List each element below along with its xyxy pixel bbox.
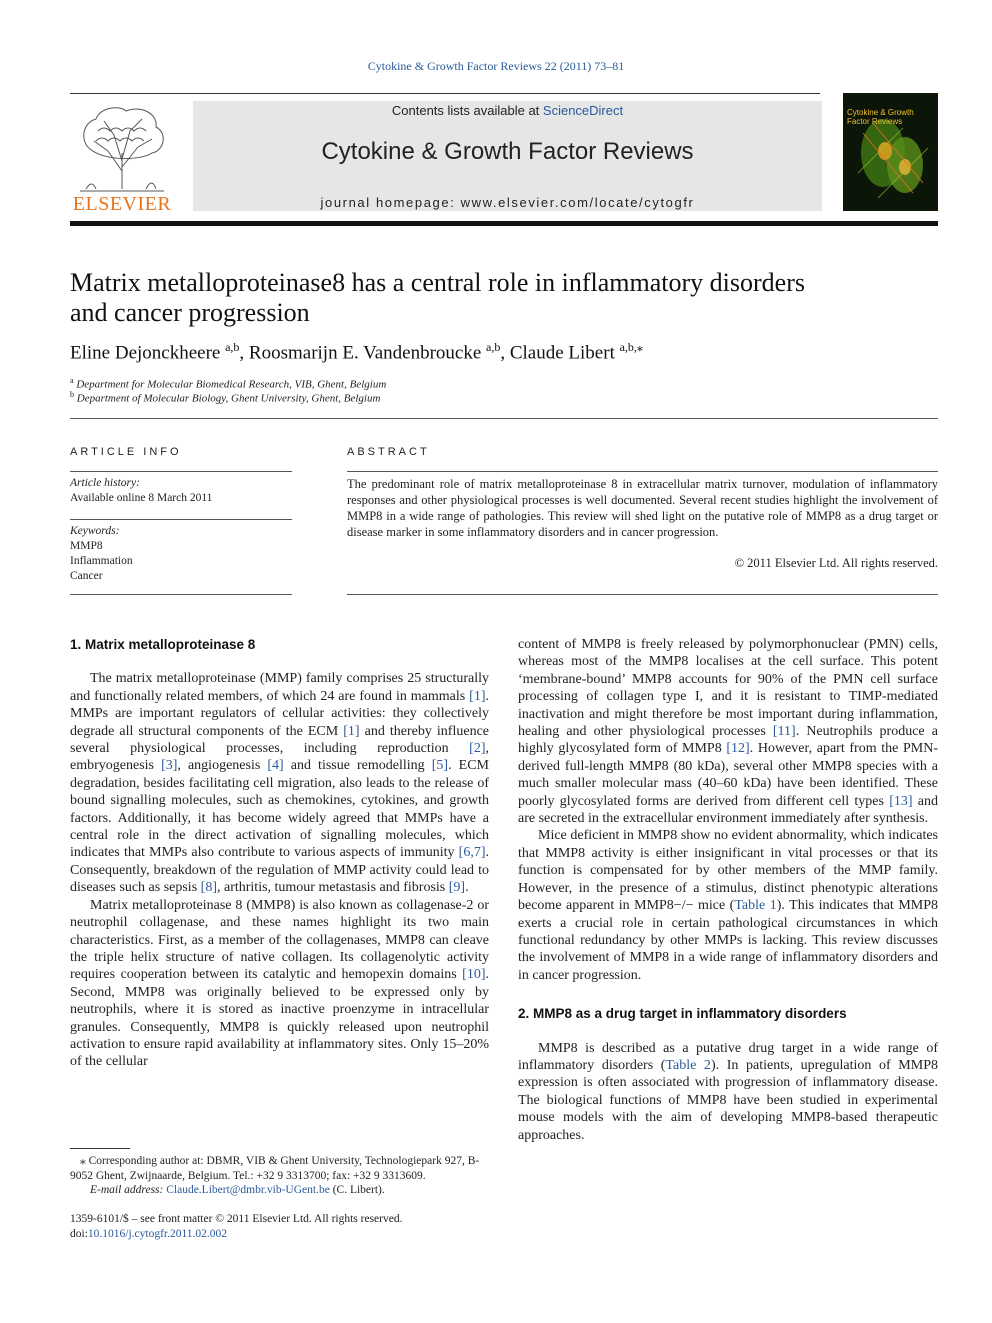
body-right-column	[518, 636, 938, 1144]
author-affiliation-marks[interactable]: a,b	[225, 340, 240, 354]
affiliation-text: Department of Molecular Biology, Ghent University, Ghent, Belgium	[76, 392, 381, 405]
divider	[70, 471, 292, 472]
journal-cover-thumbnail[interactable]	[843, 93, 938, 211]
affiliation-b	[70, 390, 930, 405]
footnote-text: Corresponding author at: DBMR, VIB & Ghent University, Technologiepark 927, B-9052 Ghent, Zwijnaarde, Belgium. Tel.: +32 9 3313700; fax: +32 9 3313609.	[70, 1155, 480, 1182]
keywords-label: Keywords:	[70, 525, 120, 537]
history-label: Article history:	[70, 477, 140, 489]
affiliation-mark: b	[70, 390, 74, 399]
email-suffix: (C. Libert).	[329, 1184, 385, 1196]
author-list	[70, 340, 930, 364]
reference-link[interactable]: [8]	[200, 880, 217, 896]
footnote-mark: ⁎	[80, 1155, 86, 1167]
paper-title-line-1: Matrix metalloproteinase8 has a central role in inflammatory disorders	[70, 268, 805, 297]
corresponding-author-footnote	[70, 1154, 490, 1198]
header-bottom-rule	[70, 221, 938, 226]
keyword: MMP8	[70, 540, 103, 552]
homepage-prefix: journal homepage:	[320, 195, 461, 210]
reference-link[interactable]: [4]	[267, 758, 284, 774]
contents-prefix: Contents lists available at	[391, 103, 543, 118]
section-1-paragraph-2: Matrix metalloproteinase 8 (MMP8) is also known as collagenase-2 or neutrophil collagenase, and these names highlight its two main characteristics. First, as a member of the collagenases, MMP8 can cleave the triple helix structure of native collagen. Its collagenolytic activity requires cooperation between its catalytic and hemopexin domains [10]. Second, MMP8 was originally believed to be expressed only by neutrophils, where it is stored as inactive proenzyme in intracellular granules. Consequently, MMP8 is quickly released upon neutrophil activation to ensure rapid availability at inflammatory sites. Only 15–20% of the cellular	[70, 897, 489, 1070]
keyword: Cancer	[70, 570, 103, 582]
article-history	[70, 476, 292, 506]
doi-link[interactable]: 10.1016/j.cytogfr.2011.02.002	[87, 1228, 228, 1240]
homepage-link[interactable]: www.elsevier.com/locate/cytogfr	[460, 195, 695, 210]
bottom-metadata	[70, 1212, 570, 1242]
author-separator: ,	[239, 342, 249, 364]
article-info-heading: ARTICLE INFO	[70, 446, 182, 458]
reference-link[interactable]: [11]	[772, 724, 796, 740]
section-1-paragraph-3: Mice deficient in MMP8 show no evident abnormality, which indicates that MMP8 activity is either insignificant in vital processes or that its function is compensated for by other members of the MMP family. However, in the presence of a stimulus, distinct phenotypic alterations become apparent in MMP8−/− mice (Table 1). This indicates that MMP8 exerts a crucial role in certain pathological circumstances in which functional redundancy by other MMPs is lacking. This review discusses the involvement of MMP8 in a wide range of inflammatory disorders and in cancer progression.	[518, 828, 938, 983]
keywords-block	[70, 524, 292, 584]
section-2-heading: 2. MMP8 as a drug target in inflammatory disorders	[518, 1006, 847, 1022]
divider	[70, 594, 292, 595]
abstract-body: The predominant role of matrix metalloproteinase 8 in extracellular matrix turnover, modulation of inflammatory responses and other physiological processes is well documented. Several recent studies highlight the involvement of MMP8 in a wide range of pathologies. This review will shed light on the putative role of MMP8 as a drug target or disease marker in some inflammatory disorders and in cancer progression.	[347, 477, 938, 539]
table-link[interactable]: Table 1	[734, 898, 777, 914]
journal-homepage	[193, 195, 822, 210]
author-affiliation-marks[interactable]: a,b,⁎	[619, 340, 643, 354]
email-label: E-mail address:	[90, 1184, 167, 1196]
author-affiliation-marks[interactable]: a,b	[486, 340, 501, 354]
paper-title-line-2: and cancer progression	[70, 298, 310, 327]
author-email-link[interactable]: Claude.Libert@dmbr.vib-UGent.be	[166, 1184, 330, 1196]
cover-title: Cytokine & Growth Factor Reviews	[847, 108, 914, 126]
divider	[347, 594, 938, 595]
table-link[interactable]: Table 2	[665, 1057, 711, 1073]
header-top-rule	[70, 93, 820, 94]
section-1-paragraph-2-continued: content of MMP8 is freely released by polymorphonuclear (PMN) cells, whereas most of the MMP8 localises at the cell surface. This potent ‘membrane-bound’ MMP8 accounts for 90% of the PMN cell surface processing of collagen type I, and it is resistant to TIMP-mediated inactivation and might therefore be most important during inflammation, healing and other physiological processes [11]. Neutrophils produce a highly glycosylated form of MMP8 [12]. However, apart from the PMN-derived full-length MMP8 (80 kDa), several other MMP8 species with a much smaller molecular mass (40–60 kDa) have been identified. These poorly glycosylated forms are derived from different cell types [13] and are secreted in the extracellular environment immediately after synthesis.	[518, 637, 938, 827]
author-separator: ,	[500, 342, 510, 364]
divider	[70, 418, 938, 419]
journal-title: Cytokine & Growth Factor Reviews	[321, 138, 694, 165]
contents-availability	[193, 103, 822, 118]
divider	[70, 519, 292, 520]
affiliation-text: Department for Molecular Biomedical Research, VIB, Ghent, Belgium	[76, 378, 387, 391]
reference-link[interactable]: [10]	[462, 967, 486, 983]
reference-link[interactable]: [1]	[343, 723, 360, 739]
divider	[347, 471, 938, 472]
paper-title	[70, 268, 920, 328]
section-1-paragraph-1: The matrix metalloproteinase (MMP) family comprises 25 structurally and functionally related members, of which 24 are found in mammals [1]. MMPs are important regulators of cellular activities: they collectively degrade all structural components of the ECM [1] and thereby influence several physiological processes, including reproduction [2], embryogenesis [3], angiogenesis [4] and tissue remodelling [5]. ECM degradation, besides facilitating cell migration, also leads to the release of bound signalling molecules, such as chemokines, cytokines, and growth factors. Additionally, it has become widely agreed that MMPs have a central role in the direct activation of signalling molecules, which indicates that MMPs also contribute to various aspects of immunity [6,7]. Consequently, breakdown of the regulation of MMP activity could lead to diseases such as sepsis [8], arthritis, tumour metastasis and fibrosis [9].	[70, 671, 489, 896]
sciencedirect-link[interactable]: ScienceDirect	[542, 103, 624, 118]
affiliation-mark: a	[70, 376, 74, 385]
doi-label: doi:	[70, 1228, 88, 1240]
reference-link[interactable]: [13]	[889, 793, 913, 809]
abstract-heading: ABSTRACT	[347, 446, 430, 458]
section-1-heading: 1. Matrix metalloproteinase 8	[70, 637, 256, 652]
reference-link[interactable]: [5]	[431, 758, 449, 774]
reference-link[interactable]: [6,7]	[458, 845, 486, 861]
author-name[interactable]: Claude Libert	[509, 342, 615, 364]
reference-link[interactable]: [9]	[448, 880, 466, 896]
abstract-copyright: © 2011 Elsevier Ltd. All rights reserved.	[734, 556, 938, 570]
reference-link[interactable]: [1]	[469, 688, 486, 704]
reference-link[interactable]: [3]	[161, 758, 178, 774]
history-value: Available online 8 March 2011	[70, 492, 213, 504]
reference-link[interactable]: [12]	[726, 741, 750, 757]
reference-link[interactable]: [2]	[469, 741, 486, 757]
issn-line: 1359-6101/$ – see front matter © 2011 Elsevier Ltd. All rights reserved.	[70, 1213, 403, 1225]
author-name[interactable]: Eline Dejonckheere	[70, 342, 221, 364]
body-left-column	[70, 636, 489, 1071]
footnote-rule	[70, 1148, 130, 1149]
author-name[interactable]: Roosmarijn E. Vandenbroucke	[248, 342, 482, 364]
journal-citation[interactable]: Cytokine & Growth Factor Reviews 22 (2011) 73–81	[367, 59, 625, 73]
affiliation-a	[70, 376, 930, 391]
elsevier-wordmark: ELSEVIER	[72, 193, 172, 215]
keyword: Inflammation	[70, 555, 133, 567]
section-2-paragraph-1: MMP8 is described as a putative drug target in a wide range of inflammatory disorders (Table 2). In patients, upregulation of MMP8 expression is often associated with progression of inflammatory disease. The biological functions of MMP8 have been studied in experimental mouse models with the aim of developing MMP8-based therapeutic approaches.	[518, 1040, 938, 1143]
